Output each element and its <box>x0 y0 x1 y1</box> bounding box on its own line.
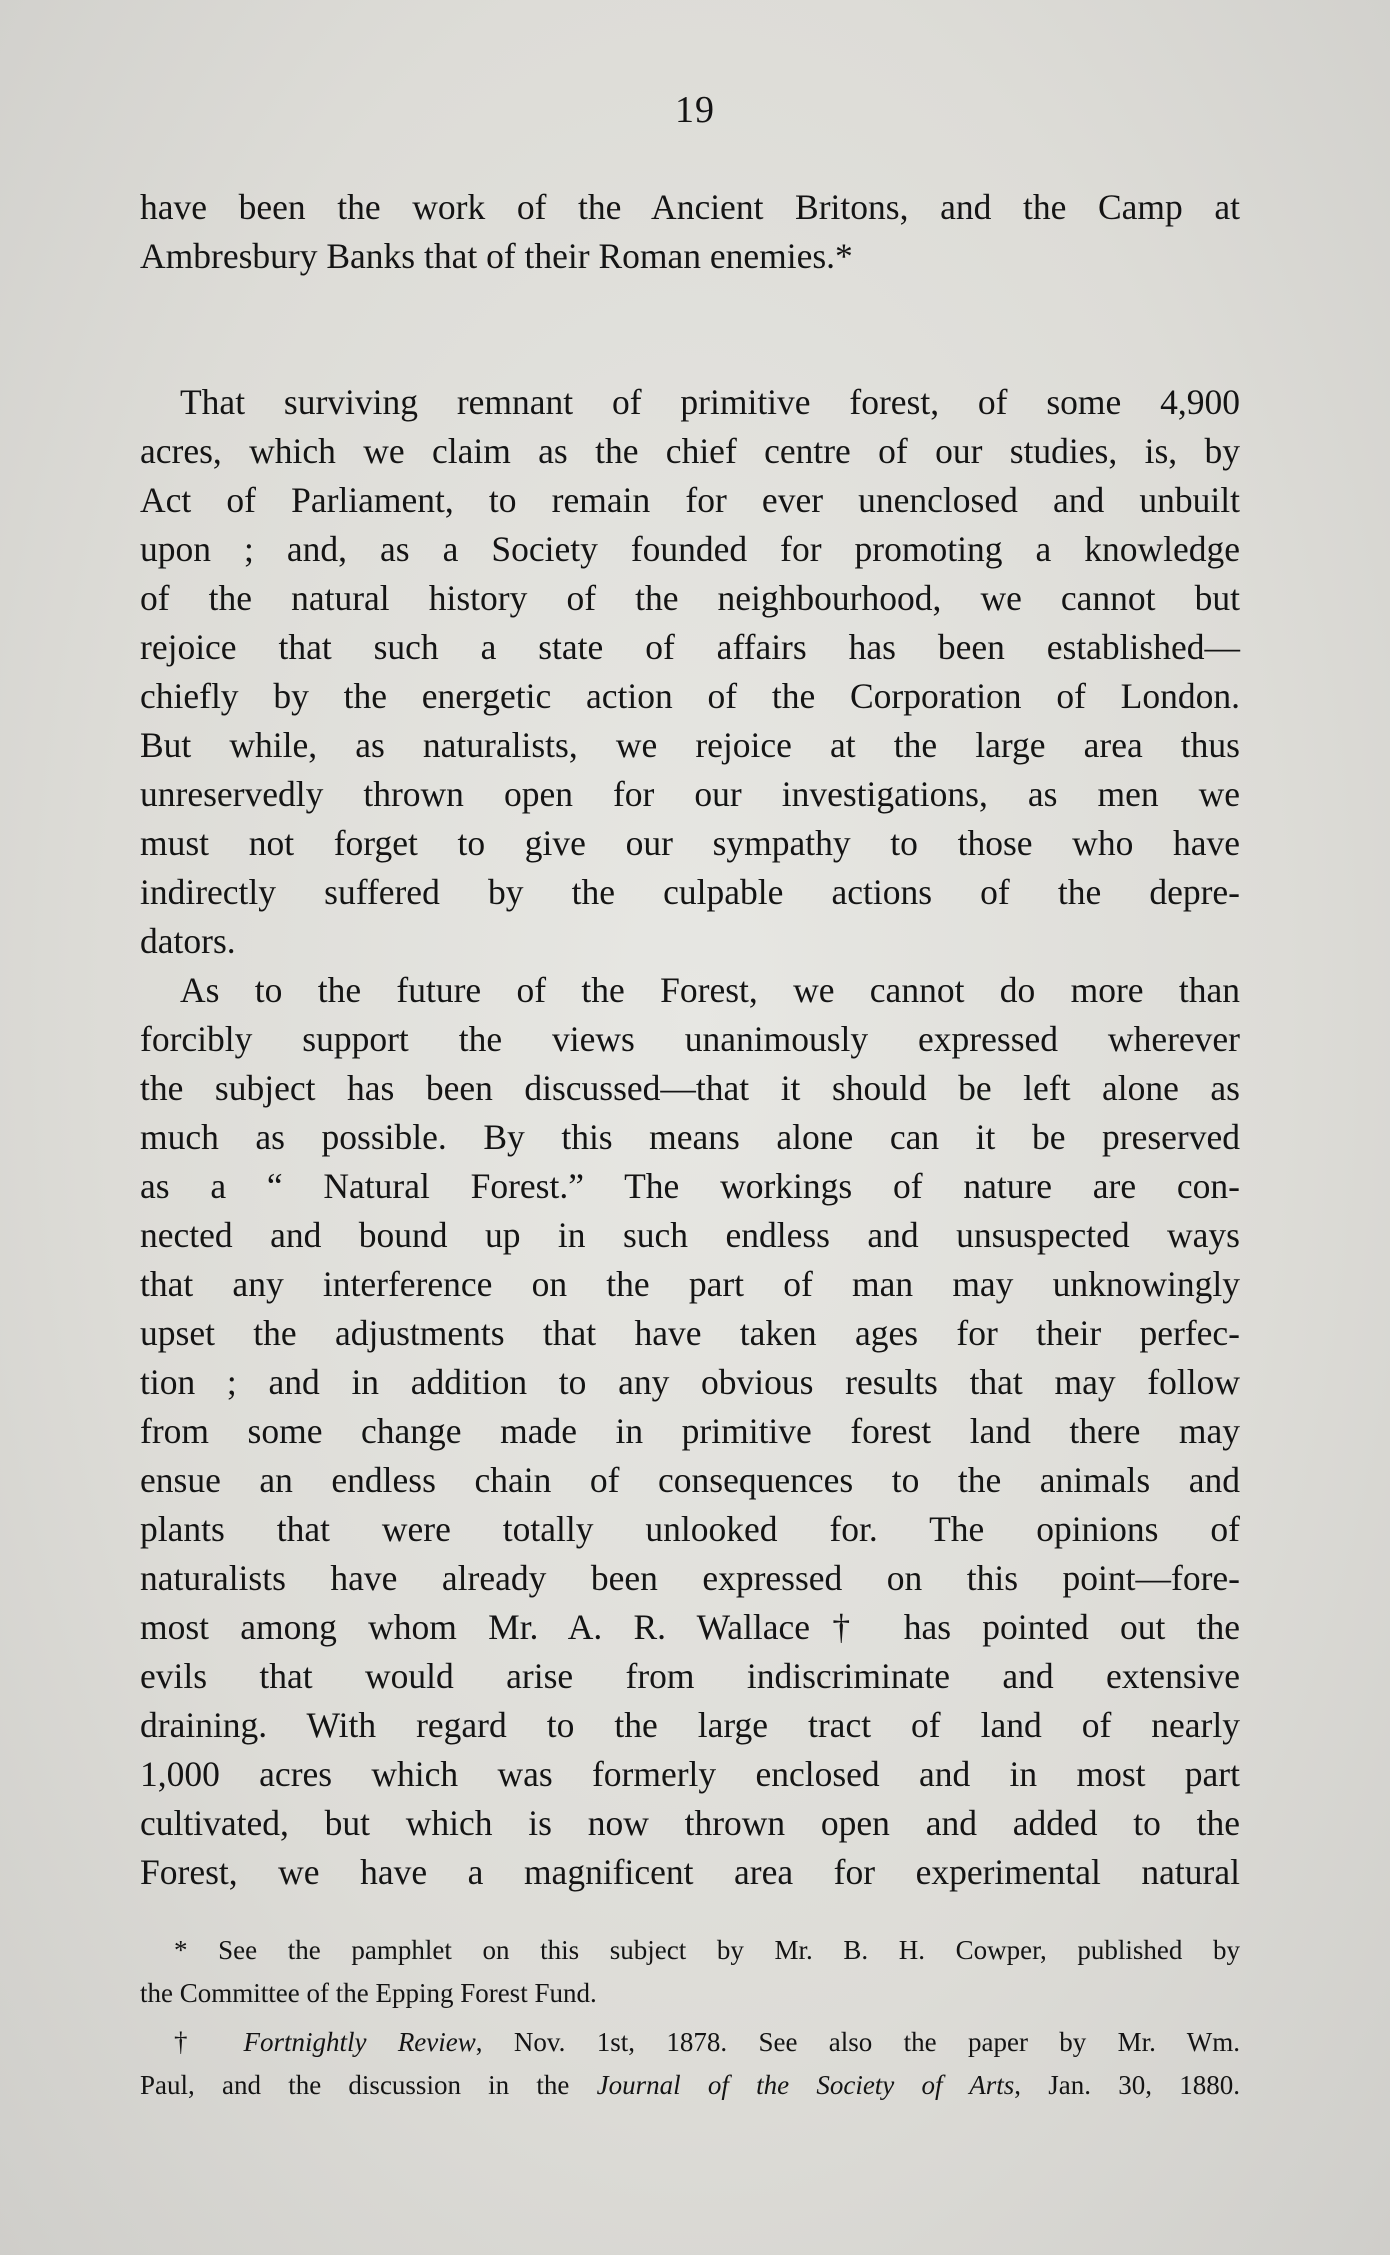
text-line: that any interference on the part of man may unknowingly <box>140 1264 1240 1304</box>
journal-title: Fortnightly Review <box>243 2027 476 2057</box>
text-line: Forest, we have a magnificent area for experimental natural <box>140 1852 1240 1892</box>
footnote-line <box>140 2064 1240 2107</box>
text-line: must not forget to give our sympathy to those who have <box>140 823 1240 863</box>
text-line: rejoice that such a state of affairs has been established— <box>140 627 1240 667</box>
text-line: nected and bound up in such endless and unsuspected ways <box>140 1215 1240 1255</box>
paragraph-continuation <box>140 183 1240 281</box>
text-line: dators. <box>140 921 236 961</box>
text-line: tion ; and in addition to any obvious results that may follow <box>140 1362 1240 1402</box>
text-line: But while, as naturalists, we rejoice at the large area thus <box>140 725 1240 765</box>
text-line: acres, which we claim as the chief centre of our studies, is, by <box>140 431 1240 471</box>
text-line: forcibly support the views unanimously expressed wherever <box>140 1019 1240 1059</box>
text-line: have been the work of the Ancient Britons, and the Camp at <box>140 187 1240 227</box>
footnotes <box>140 1929 1240 2107</box>
footnote-line <box>140 2021 1240 2064</box>
text-line: most among whom Mr. A. R. Wallace† has pointed out the <box>140 1607 1240 1647</box>
text-line: of the natural history of the neighbourhood, we cannot but <box>140 578 1240 618</box>
footnote-text: Paul, and the discussion in the <box>140 2070 597 2100</box>
text-line: draining. With regard to the large tract of land of nearly <box>140 1705 1240 1745</box>
dagger-marker: † <box>174 2027 244 2057</box>
text-line: evils that would arise from indiscriminate and extensive <box>140 1656 1240 1696</box>
text-line: the subject has been discussed—that it should be left alone as <box>140 1068 1240 1108</box>
text-line: much as possible. By this means alone can it be preserved <box>140 1117 1240 1157</box>
text-line: as a “ Natural Forest.” The workings of nature are con- <box>140 1166 1240 1206</box>
text-line: indirectly suffered by the culpable actions of the depre- <box>140 872 1240 912</box>
text-line: upon ; and, as a Society founded for promoting a knowledge <box>140 529 1240 569</box>
text-line: That surviving remnant of primitive forest, of some 4,900 <box>180 382 1240 422</box>
page-number: 19 <box>675 89 715 131</box>
text-line: from some change made in primitive forest land there may <box>140 1411 1240 1451</box>
text-line: plants that were totally unlooked for. The opinions of <box>140 1509 1240 1549</box>
footnote-line: * See the pamphlet on this subject by Mr. B. H. Cowper, published by <box>174 1935 1240 1965</box>
text-line: Act of Parliament, to remain for ever unenclosed and unbuilt <box>140 480 1240 520</box>
footnote-text: , Jan. 30, 1880. <box>1014 2070 1240 2100</box>
journal-title: Journal of the Society of Arts <box>596 2070 1015 2100</box>
text-line: As to the future of the Forest, we cannot do more than <box>180 970 1240 1010</box>
text-line: ensue an endless chain of consequences to the animals and <box>140 1460 1240 1500</box>
text-line: unreservedly thrown open for our investigations, as men we <box>140 774 1240 814</box>
footnote-line: the Committee of the Epping Forest Fund. <box>140 1978 597 2008</box>
paragraph-forest-remnant <box>140 378 1240 1897</box>
text-line: naturalists have already been expressed on this point—fore- <box>140 1558 1240 1598</box>
text-line: chiefly by the energetic action of the Corporation of London. <box>140 676 1240 716</box>
text-line: cultivated, but which is now thrown open and added to the <box>140 1803 1240 1843</box>
text-line: 1,000 acres which was formerly enclosed and in most part <box>140 1754 1240 1794</box>
text-line: upset the adjustments that have taken ages for their perfec- <box>140 1313 1240 1353</box>
footnote-text: , Nov. 1st, 1878. See also the paper by Mr. Wm. <box>475 2027 1241 2057</box>
text-line: Ambresbury Banks that of their Roman enemies.* <box>140 236 853 276</box>
